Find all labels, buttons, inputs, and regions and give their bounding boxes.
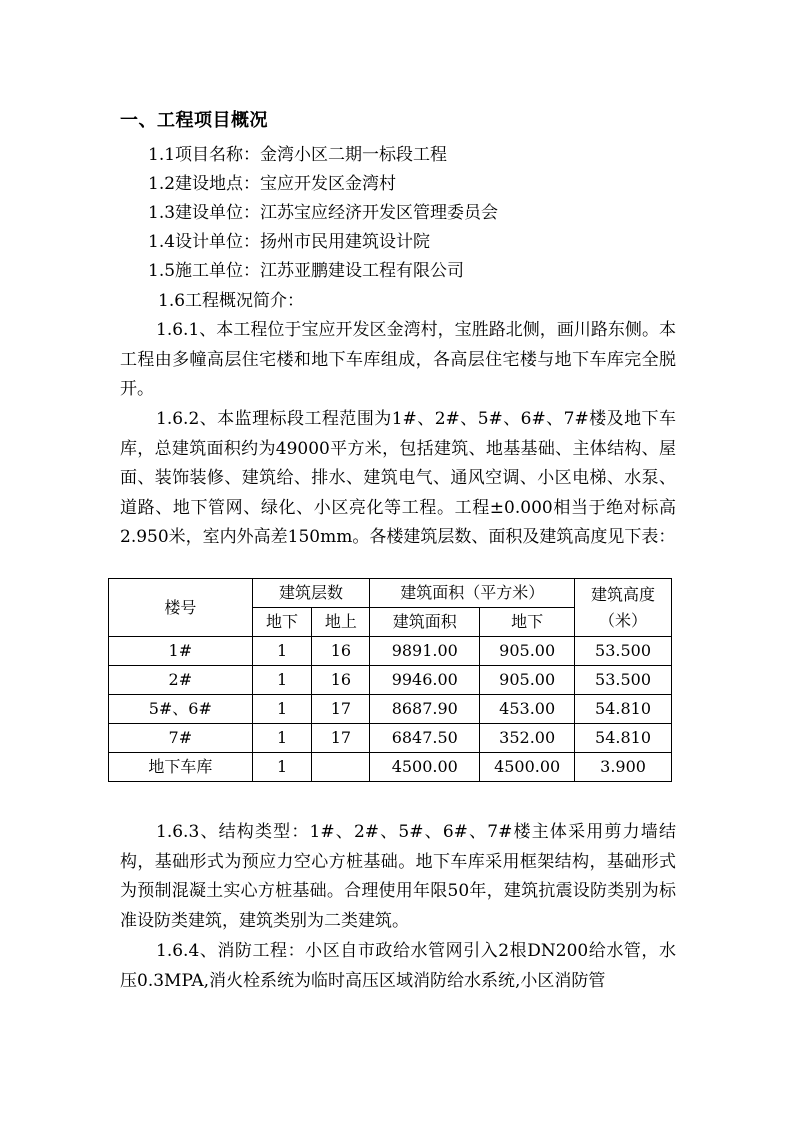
cell-height: 53.500: [575, 637, 672, 666]
cell-under: 1: [252, 637, 312, 666]
cell-height: 53.500: [575, 666, 672, 695]
cell-area-under: 453.00: [480, 695, 575, 724]
cell-name: 1#: [109, 637, 253, 666]
cell-name: 地下车库: [109, 753, 253, 782]
cell-under: 1: [252, 666, 312, 695]
cell-height: 3.900: [575, 753, 672, 782]
header-floors-under: 地下: [252, 608, 312, 637]
cell-height: 54.810: [575, 695, 672, 724]
header-area-under: 地下: [480, 608, 575, 637]
cell-area: 4500.00: [370, 753, 480, 782]
item-owner: 1.3建设单位：江苏宝应经济开发区管理委员会: [148, 203, 499, 223]
table-row: [109, 637, 672, 666]
table-row: [109, 753, 672, 782]
section-title: 一、工程项目概况: [120, 110, 268, 131]
cell-area-under: 905.00: [480, 637, 575, 666]
item-contractor: 1.5施工单位：江苏亚鹏建设工程有限公司: [148, 261, 465, 281]
cell-area: 8687.90: [370, 695, 480, 724]
header-building: 楼号: [109, 579, 253, 637]
cell-under: 1: [252, 695, 312, 724]
paragraph-1-6-3: 1.6.3、结构类型：1#、2#、5#、6#、7#楼主体采用剪力墙结构，基础形式为预应力空心方桩基础。地下车库采用框架结构，基础形式为预制混凝土实心方桩基础。合理使用年限50年，建筑抗震设防类别为标准设防类建筑，建筑类别为二类建筑。: [120, 822, 676, 931]
item-overview-heading: 1.6工程概况简介：: [158, 291, 305, 311]
header-height: 建筑高度（米）: [575, 579, 672, 637]
cell-name: 7#: [109, 724, 253, 753]
paragraph-1-6-2: 1.6.2、本监理标段工程范围为1#、2#、5#、6#、7#楼及地下车库，总建筑面积约为49000平方米，包括建筑、地基基础、主体结构、屋面、装饰装修、建筑给、排水、建筑电气、通风空调、小区电梯、水泵、道路、地下管网、绿化、小区亮化等工程。工程±0.000相当于绝对标高2.950米，室内外高差150mm。各楼建筑层数、面积及建筑高度见下表：: [120, 409, 676, 547]
cell-area: 9946.00: [370, 666, 480, 695]
cell-above: 16: [312, 637, 370, 666]
item-designer: 1.4设计单位：扬州市民用建筑设计院: [148, 232, 431, 252]
cell-under: 1: [252, 724, 312, 753]
cell-area-under: 352.00: [480, 724, 575, 753]
cell-area-under: 905.00: [480, 666, 575, 695]
building-table: [108, 578, 672, 782]
cell-under: 1: [252, 753, 312, 782]
table-row: [109, 666, 672, 695]
cell-above: 17: [312, 695, 370, 724]
cell-above: 16: [312, 666, 370, 695]
cell-above: 17: [312, 724, 370, 753]
cell-name: 2#: [109, 666, 253, 695]
cell-area: 6847.50: [370, 724, 480, 753]
cell-height: 54.810: [575, 724, 672, 753]
header-floors-above: 地上: [312, 608, 370, 637]
item-location: 1.2建设地点：宝应开发区金湾村: [148, 174, 397, 194]
cell-above: [312, 753, 370, 782]
header-floors: 建筑层数: [252, 579, 370, 608]
cell-name: 5#、6#: [109, 695, 253, 724]
cell-area: 9891.00: [370, 637, 480, 666]
cell-area-under: 4500.00: [480, 753, 575, 782]
paragraph-1-6-4: 1.6.4、消防工程：小区自市政给水管网引入2根DN200给水管，水压0.3MPA,消火栓系统为临时高压区域消防给水系统,小区消防管: [120, 941, 676, 991]
item-project-name: 1.1项目名称：金湾小区二期一标段工程: [148, 145, 448, 165]
table-row: [109, 724, 672, 753]
header-area-total: 建筑面积: [370, 608, 480, 637]
paragraph-1-6-1: 1.6.1、本工程位于宝应开发区金湾村，宝胜路北侧，画川路东侧。本工程由多幢高层住宅楼和地下车库组成，各高层住宅楼与地下车库完全脱开。: [120, 320, 676, 399]
table-row: [109, 695, 672, 724]
header-area: 建筑面积（平方米）: [370, 579, 575, 608]
